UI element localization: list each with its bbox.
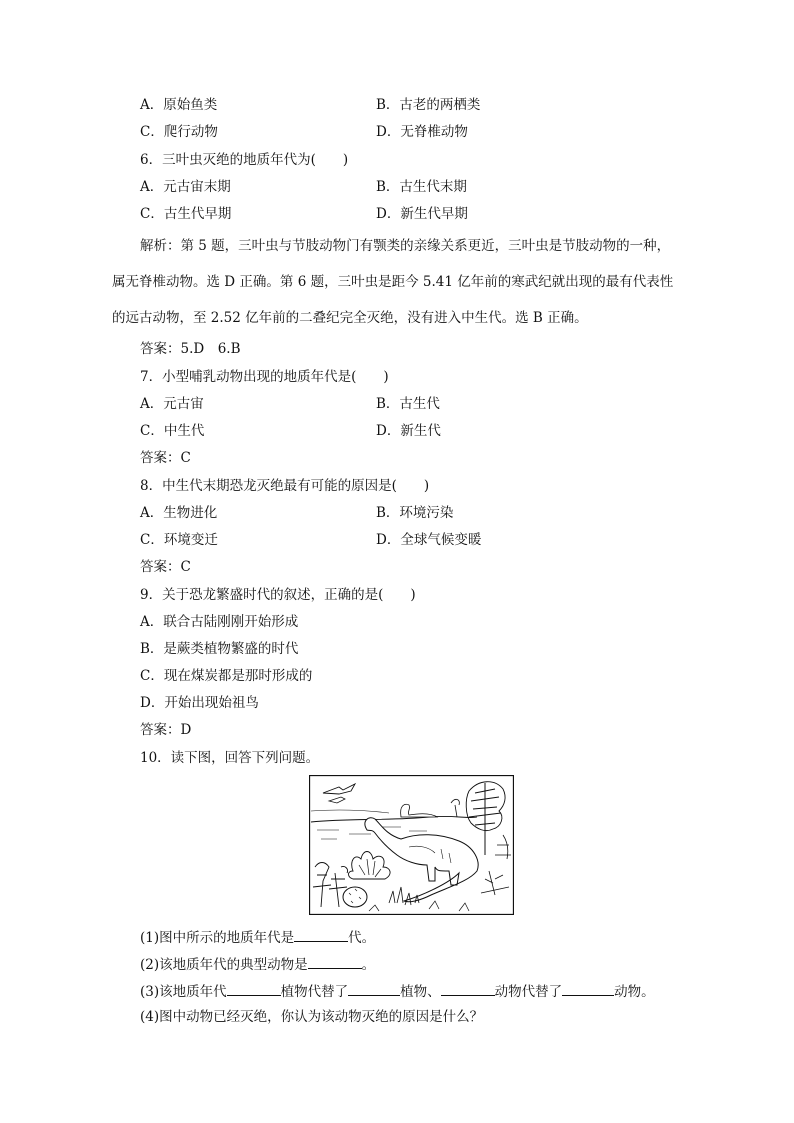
q9-stem: 9．关于恐龙繁盛时代的叙述，正确的是( ) bbox=[140, 587, 416, 603]
q10-stem: 10．读下图，回答下列问题。 bbox=[140, 750, 320, 766]
q8-option-a: A．生物进化 bbox=[140, 505, 218, 521]
q10-sub-3 bbox=[140, 981, 655, 1001]
q6-option-b: B．古生代末期 bbox=[376, 179, 467, 195]
q10-blank-2[interactable] bbox=[308, 954, 362, 969]
q10-sub-1 bbox=[140, 927, 375, 947]
q10-blank-3d[interactable] bbox=[562, 981, 614, 996]
q10-sub-3-part-4: 动物代替了 bbox=[494, 984, 563, 1000]
q6-option-a: A．元古宙末期 bbox=[140, 179, 231, 195]
q6-stem: 6．三叶虫灭绝的地质年代为( ) bbox=[140, 152, 349, 168]
analysis-line-2: 属无脊椎动物。选 D 正确。第 6 题，三叶虫是距今 5.41 亿年前的寒武纪就出现的最有代表性 bbox=[112, 274, 674, 290]
q5-option-a: A．原始鱼类 bbox=[140, 97, 218, 113]
q6-option-d: D．新生代早期 bbox=[376, 206, 468, 222]
q7-stem: 7．小型哺乳动物出现的地质年代是( ) bbox=[140, 369, 389, 385]
q10-sub-3-part-2: 植物代替了 bbox=[280, 984, 349, 1000]
q7-option-a: A．元古宙 bbox=[140, 396, 204, 412]
q10-sub-4: (4)图中动物已经灭绝，你认为该动物灭绝的原因是什么？ bbox=[140, 1009, 484, 1025]
q5-option-b: B．古老的两栖类 bbox=[376, 97, 481, 113]
q10-sub-2-pre: (2)该地质年代的典型动物是 bbox=[140, 957, 308, 973]
q10-sub-2 bbox=[140, 954, 375, 974]
q9-option-b: B．是蕨类植物繁盛的时代 bbox=[140, 641, 299, 657]
q10-sub-3-part-1: (3)该地质年代 bbox=[140, 984, 227, 1000]
q8-option-b: B．环境污染 bbox=[376, 505, 454, 521]
q9-option-d: D．开始出现始祖鸟 bbox=[140, 695, 259, 711]
q10-sub-3-part-3: 植物、 bbox=[400, 984, 441, 1000]
q8-stem: 8．中生代末期恐龙灭绝最有可能的原因是( ) bbox=[140, 478, 430, 494]
q10-sub-1-pre: (1)图中所示的地质年代是 bbox=[140, 930, 295, 946]
answer-8: 答案：C bbox=[140, 559, 191, 575]
q10-blank-3c[interactable] bbox=[441, 981, 495, 996]
q10-sub-2-post: 。 bbox=[361, 957, 376, 973]
dinosaur-landscape-illustration bbox=[309, 775, 514, 915]
q8-option-d: D．全球气候变暖 bbox=[376, 532, 482, 548]
q10-blank-1[interactable] bbox=[294, 927, 348, 942]
analysis-line-1: 解析：第 5 题，三叶虫与节肢动物门有颚类的亲缘关系更近，三叶虫是节肢动物的一种， bbox=[140, 238, 671, 254]
q10-blank-3a[interactable] bbox=[227, 981, 281, 996]
answer-9: 答案：D bbox=[140, 722, 192, 738]
q5-option-d: D．无脊椎动物 bbox=[376, 124, 468, 140]
q9-option-a: A．联合古陆刚刚开始形成 bbox=[140, 614, 299, 630]
q7-option-c: C．中生代 bbox=[140, 423, 205, 439]
answer-7: 答案：C bbox=[140, 450, 191, 466]
analysis-line-3: 的远古动物，至 2.52 亿年前的二叠纪完全灭绝，没有进入中生代。选 B 正确。 bbox=[112, 310, 588, 326]
q6-option-c: C．古生代早期 bbox=[140, 206, 232, 222]
q8-option-c: C．环境变迁 bbox=[140, 532, 218, 548]
q7-option-d: D．新生代 bbox=[376, 423, 441, 439]
q9-option-c: C．现在煤炭都是那时形成的 bbox=[140, 668, 313, 684]
q5-option-c: C．爬行动物 bbox=[140, 124, 218, 140]
q10-sub-1-post: 代。 bbox=[348, 930, 376, 946]
q7-option-b: B．古生代 bbox=[376, 396, 440, 412]
q10-blank-3b[interactable] bbox=[348, 981, 400, 996]
answer-5-6: 答案：5.D 6.B bbox=[140, 341, 241, 357]
q10-sub-3-part-5: 动物。 bbox=[614, 984, 655, 1000]
